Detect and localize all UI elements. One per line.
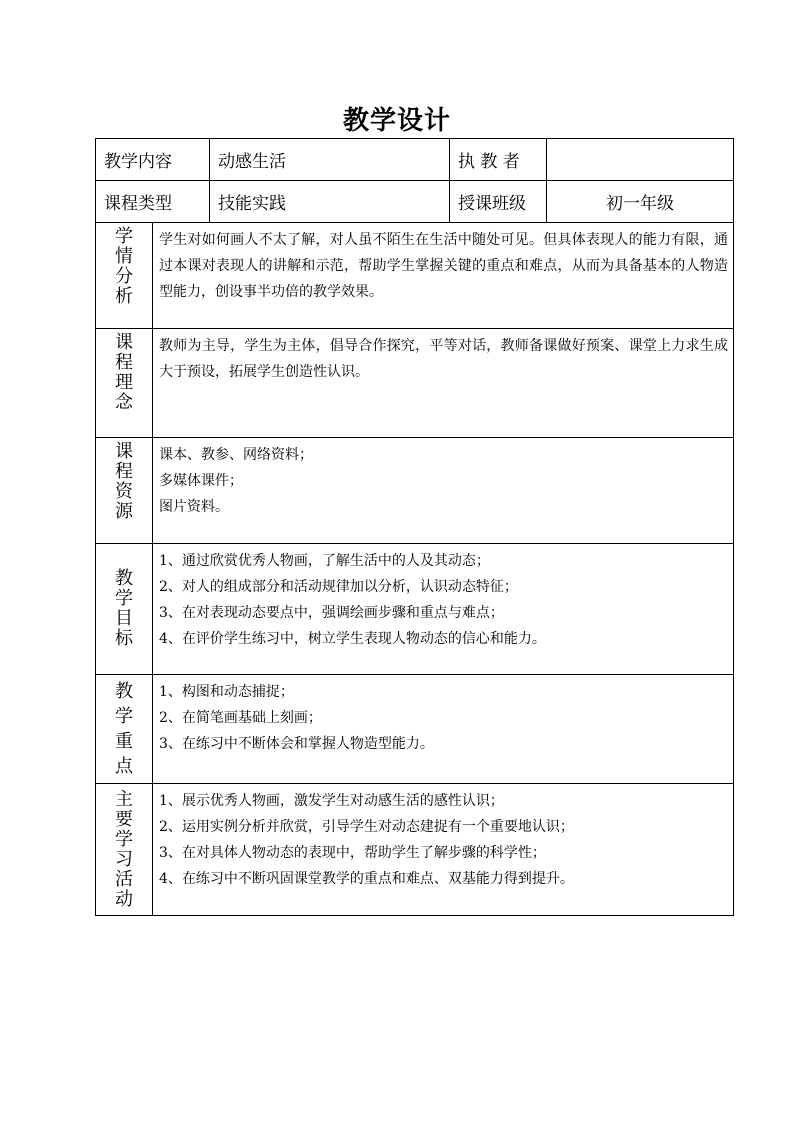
concept-text: 教师为主导，学生为主体，倡导合作探究，平等对话，教师备课做好预案、课堂上力求生成大于预设，拓展学生创造性认识。 xyxy=(159,338,728,380)
resources-label: 课程资源 xyxy=(115,441,133,522)
focus-label: 教学重点 xyxy=(115,681,133,777)
section-row-goals xyxy=(96,544,734,675)
content-value-cell xyxy=(210,139,450,181)
list-item: 课本、教参、网络资料； xyxy=(159,447,313,463)
concept-content-cell xyxy=(153,329,734,438)
section-row-activities xyxy=(96,784,734,916)
activities-content-cell xyxy=(153,784,734,916)
lesson-design-table xyxy=(95,138,734,916)
goals-label-cell xyxy=(96,544,153,675)
analysis-label-cell xyxy=(96,223,153,329)
header-row-type xyxy=(96,181,734,223)
focus-label-cell xyxy=(96,675,153,784)
header-row-content xyxy=(96,139,734,181)
type-value: 技能实践 xyxy=(218,194,286,214)
goals-content-cell xyxy=(153,544,734,675)
type-value-cell xyxy=(210,181,450,223)
list-item: 2、对人的组成部分和活动规律加以分析，认识动态特征； xyxy=(159,579,518,595)
list-item: 4、在练习中不断巩固课堂教学的重点和难点、双基能力得到提升。 xyxy=(159,871,574,887)
concept-label: 课程理念 xyxy=(115,332,133,413)
analysis-content-cell xyxy=(153,223,734,329)
focus-content-cell xyxy=(153,675,734,784)
class-label-cell xyxy=(450,181,547,223)
teacher-value-cell xyxy=(547,139,734,181)
resources-content-cell xyxy=(153,438,734,544)
list-item: 2、运用实例分析并欣赏，引导学生对动态建捉有一个重要地认识； xyxy=(159,819,574,835)
goals-label: 教学目标 xyxy=(115,568,133,649)
content-label-cell xyxy=(96,139,210,181)
section-row-concept xyxy=(96,329,734,438)
teacher-value xyxy=(547,150,555,170)
list-item: 2、在简笔画基础上刻画； xyxy=(159,710,322,726)
class-value: 初一年级 xyxy=(606,194,674,214)
activities-label: 主要学习活动 xyxy=(115,788,133,910)
type-label: 课程类型 xyxy=(104,194,172,214)
list-item: 3、在对表现动态要点中，强调绘画步骤和重点与难点； xyxy=(159,605,504,621)
class-label: 授课班级 xyxy=(458,194,526,214)
list-item: 3、在练习中不断体会和掌握人物造型能力。 xyxy=(159,736,434,752)
list-item: 1、通过欣赏优秀人物画，了解生活中的人及其动态； xyxy=(159,553,490,569)
content-value: 动感生活 xyxy=(218,152,286,172)
list-item: 4、在评价学生练习中，树立学生表现人物动态的信心和能力。 xyxy=(159,631,546,647)
class-value-cell xyxy=(547,181,734,223)
section-row-focus xyxy=(96,675,734,784)
analysis-text: 学生对如何画人不太了解，对人虽不陌生在生活中随处可见。但具体表现人的能力有限，通过本课对表现人的讲解和示范，帮助学生掌握关键的重点和难点，从而为具备基本的人物造型能力，创设事半功倍的教学效果。 xyxy=(159,232,728,300)
content-label: 教学内容 xyxy=(104,152,172,172)
activities-label-cell xyxy=(96,784,153,916)
concept-label-cell xyxy=(96,329,153,438)
list-item: 多媒体课件； xyxy=(159,473,243,489)
section-row-resources xyxy=(96,438,734,544)
document-title: 教学设计 xyxy=(342,106,451,136)
list-item: 3、在对具体人物动态的表现中，帮助学生了解步骤的科学性； xyxy=(159,845,546,861)
list-item: 1、构图和动态捕捉； xyxy=(159,684,294,700)
teacher-label: 执 教 者 xyxy=(458,152,520,172)
teacher-label-cell xyxy=(450,139,547,181)
list-item: 图片资料。 xyxy=(159,499,229,515)
type-label-cell xyxy=(96,181,210,223)
list-item: 1、展示优秀人物画，激发学生对动感生活的感性认识； xyxy=(159,793,504,809)
analysis-label: 学情分析 xyxy=(115,226,133,307)
resources-label-cell xyxy=(96,438,153,544)
section-row-analysis xyxy=(96,223,734,329)
